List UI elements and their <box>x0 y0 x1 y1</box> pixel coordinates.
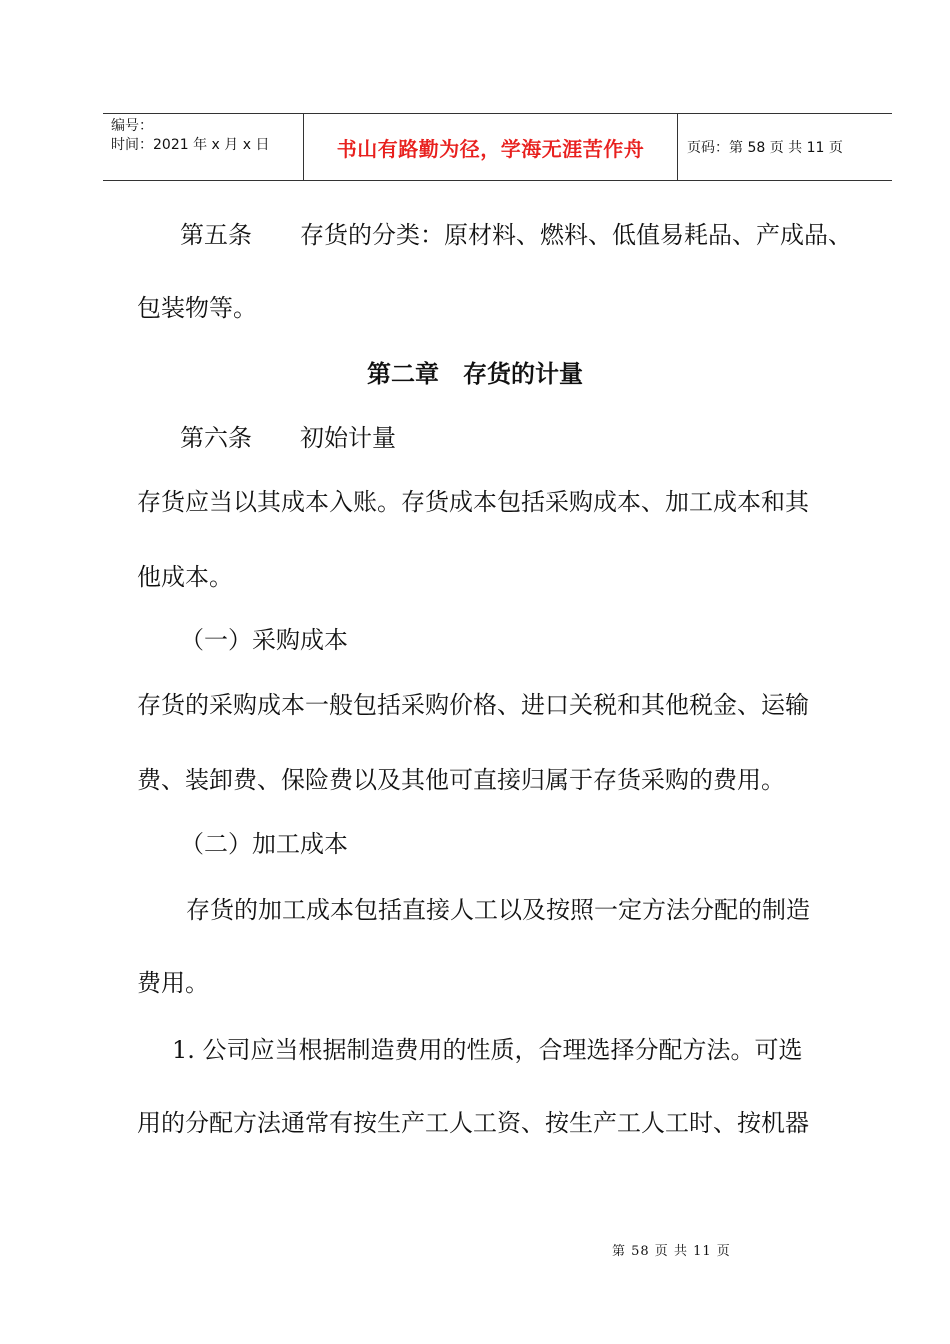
serial-number-label: 编号： <box>111 118 153 134</box>
date-label: 时间：2021 年 x 月 x 日 <box>111 137 270 153</box>
paragraph-4-line-2: 用的分配方法通常有按生产工人工资、按生产工人工时、按机器 <box>137 1109 809 1137</box>
paragraph-1-line-1: 存货应当以其成本入账。存货成本包括采购成本、加工成本和其 <box>137 488 809 516</box>
article-6-heading: 第六条 初始计量 <box>180 424 396 452</box>
subsection-processing-cost: （二）加工成本 <box>180 830 348 858</box>
paragraph-2-line-1: 存货的采购成本一般包括采购价格、进口关税和其他税金、运输 <box>137 691 809 719</box>
footer-page-number: 第 58 页 共 11 页 <box>612 1244 731 1259</box>
article-5-line-1: 第五条 存货的分类：原材料、燃料、低值易耗品、产成品、 <box>180 221 852 249</box>
header-page-info: 页码：第 58 页 共 11 页 <box>687 140 843 156</box>
document-header <box>103 113 892 181</box>
header-motto: 书山有路勤为径，学海无涯苦作舟 <box>304 114 678 180</box>
paragraph-3-line-1: 存货的加工成本包括直接人工以及按照一定方法分配的制造 <box>186 896 810 924</box>
paragraph-1-line-2: 他成本。 <box>137 563 233 591</box>
paragraph-2-line-2: 费、装卸费、保险费以及其他可直接归属于存货采购的费用。 <box>137 766 785 794</box>
header-meta-cell <box>103 114 304 180</box>
paragraph-3-line-2: 费用。 <box>137 969 209 997</box>
chapter-title: 第二章 存货的计量 <box>367 360 583 388</box>
subsection-purchase-cost: （一）采购成本 <box>180 626 348 654</box>
article-5-line-2: 包装物等。 <box>137 294 257 322</box>
paragraph-4-line-1: 1. 公司应当根据制造费用的性质，合理选择分配方法。可选 <box>172 1036 803 1064</box>
